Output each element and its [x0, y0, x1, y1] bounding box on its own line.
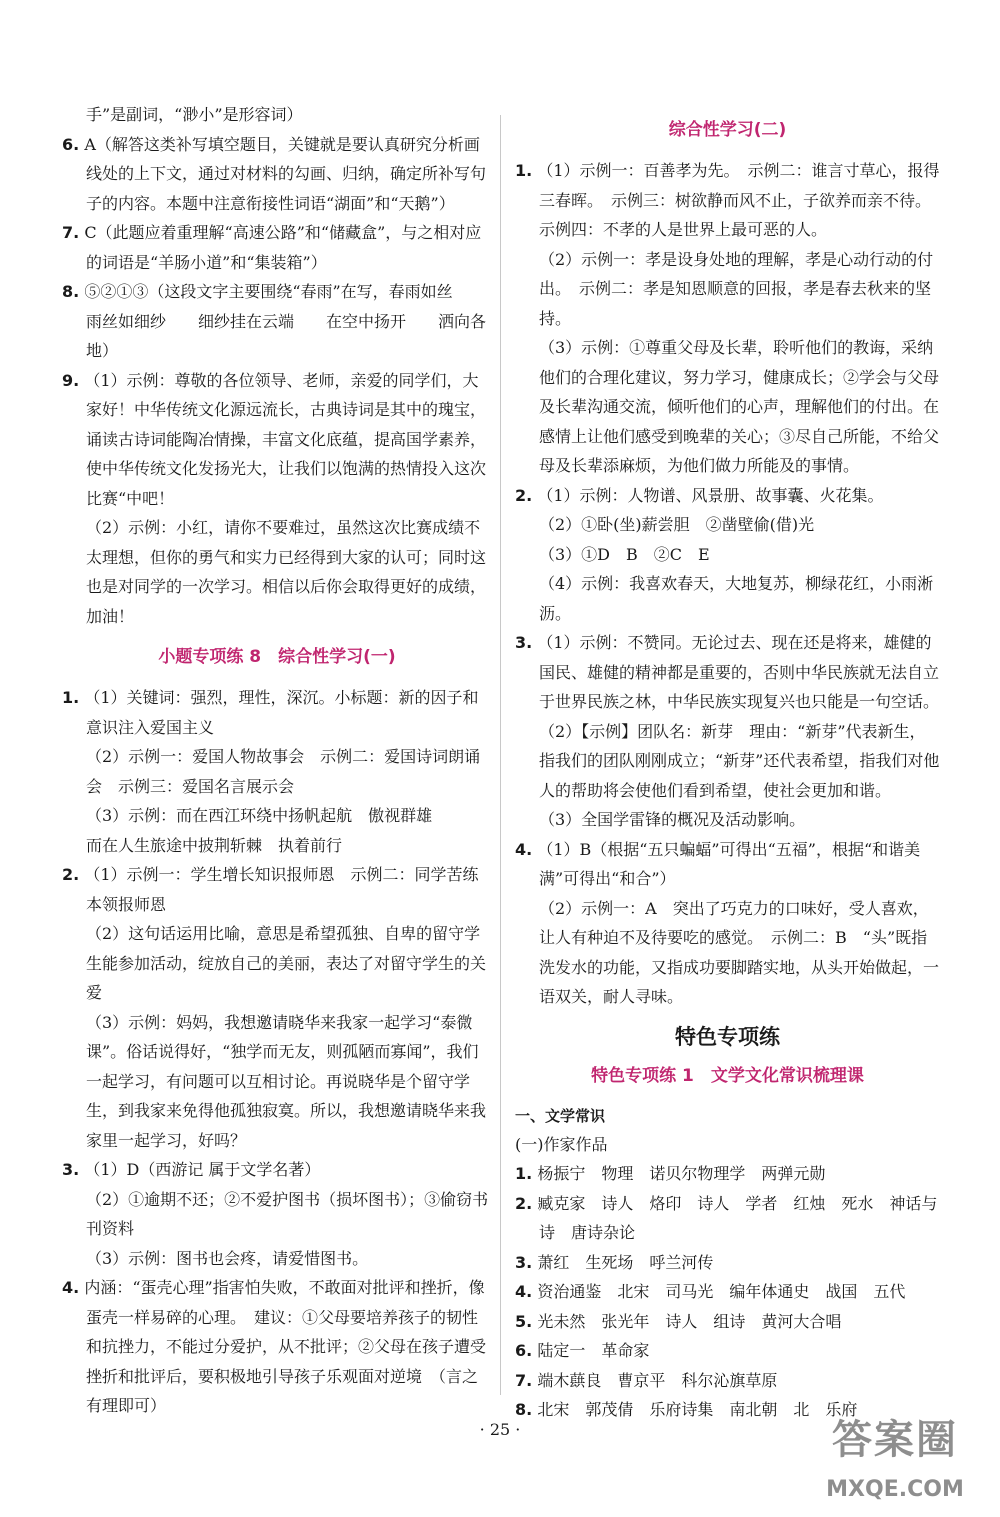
answer-number: 3. — [62, 1160, 80, 1179]
answer-number: 3. — [515, 633, 533, 652]
answer-text: （1）B（根据“五只蝙蝠”可得出“五福”，根据“和谐美满”可得出“和合”） — [537, 839, 921, 888]
watermark — [800, 1405, 990, 1510]
answer-8 — [62, 277, 492, 366]
comp2-answer-2 — [515, 481, 940, 511]
practice8-answer-1-part2: （2）示例一：爱国人物故事会 示例二：爱国诗词朗诵会 示例三：爱国名言展示会 — [86, 747, 481, 796]
list-item — [515, 1189, 940, 1248]
comp2-answer-4-part2: （2）示例一：A 突出了巧克力的口味好，受人喜欢，让人有种迫不及待要吃的感觉。 示例二：B “头”既指洗发水的功能，又指成功要脚踏实地，从头开始做起，一语双关，耐人寻味。 — [539, 898, 940, 1006]
answer-number: 5. — [515, 1311, 533, 1331]
answer-text: 端木蕻良 曹京平 科尔沁旗草原 — [537, 1370, 778, 1390]
practice8-answer-2-part3: （3）示例：妈妈，我想邀请晓华来我家一起学习“泰微课”。俗话说得好，“独学而无友，则孤陋而寡闻”，我们一起学习，有问题可以互相讨论。再说晓华是个留守学生，到我家来免得他孤独寂寞。所以，我想邀请晓华来我家里一起学习，好吗？ — [86, 1012, 487, 1150]
list-item — [515, 1159, 940, 1189]
left-column — [62, 100, 492, 1421]
answer-9-part2: （2）示例：小红，请你不要难过，虽然这次比赛成绩不太理想，但你的勇气和实力已经得到大家的认可；同时这也是对同学的一次学习。相信以后你会取得更好的成绩，加油！ — [86, 518, 487, 626]
answer-text: （1）D（西游记 属于文学名著） — [84, 1160, 321, 1179]
answer-text: 内涵：“蛋壳心理”指害怕失败，不敢面对批评和挫折，像蛋壳一样易碎的心理。 建议：①父母要培养孩子的韧性和抗挫力，不能过分爱护，从不批评；②父母在孩子遭受挫折和批评后，要积极地引导孩子乐观面对逆境 （言之有理即可） — [84, 1278, 487, 1415]
answer-text: （1）示例：人物谱、风景册、故事囊、火花集。 — [537, 485, 884, 505]
comp2-answer-3-part2: （2）【示例】团队名：新芽 理由：“新芽”代表新生，指我们的团队刚刚成立；“新芽”还代表希望，指我们对他人的帮助将会使他们看到希望，使社会更加和谐。 — [539, 721, 940, 800]
answer-text: ⑤②①③（这段文字主要围绕“春雨”在写，春雨如丝 雨丝如细纱 细纱挂在云端 在空中扬开 洒向各地） — [84, 282, 487, 360]
answer-text: 北宋 郭茂倩 乐府诗集 南北朝 北 乐府 — [537, 1400, 858, 1419]
answer-number: 7. — [515, 1370, 533, 1390]
feature-practice-1-title: 特色专项练 1 文学文化常识梳理课 — [591, 1065, 864, 1086]
answer-number: 7. — [62, 223, 80, 242]
comp2-answer-3-part3: （3）全国学雷锋的概况及活动影响。 — [539, 810, 806, 829]
comp2-answer-1-part3: （3）示例：①尊重父母及长辈，聆听他们的教诲，采纳他们的合理化建议，努力学习，健康成长；②学会与父母及长辈沟通交流，倾听他们的心声，理解他们的付出。在感情上让他们感受到晚辈的关心；③尽自己所能，不给父母及长辈添麻烦，为他们做力所能及的事情。 — [539, 338, 940, 475]
answer-text: （1）示例一：学生增长知识报师恩 示例二：同学苦练本领报师恩 — [84, 865, 479, 914]
answer-number: 4. — [515, 1282, 533, 1301]
right-column — [515, 100, 940, 1425]
practice8-answer-1-part3: （3）示例：而在西江环绕中扬帆起航 傲视群雄 — [86, 806, 433, 825]
list-item — [515, 1277, 940, 1307]
answer-number: 1. — [515, 1164, 533, 1183]
answer-text: 臧克家 诗人 烙印 诗人 学者 红烛 死水 神话与诗 唐诗杂论 — [537, 1193, 938, 1242]
page-number: · 25 · — [479, 1420, 521, 1439]
answer-number: 1. — [62, 688, 80, 707]
practice8-answer-3-part2: （2）①逾期不还；②不爱护图书（损坏图书）；③偷窃书刊资料 — [86, 1189, 489, 1238]
answer-text: 陆定一 革命家 — [537, 1341, 650, 1360]
comp2-answer-2-part4: （4）示例：我喜欢春天，大地复苏，柳绿花红，小雨淅沥。 — [539, 574, 934, 623]
answer-text: C（此题应着重理解“高速公路”和“储藏盒”，与之相对应的词语是“羊肠小道”和“集装箱”） — [84, 223, 482, 272]
comp2-answer-1 — [515, 156, 940, 245]
practice8-answer-2 — [62, 860, 492, 919]
answer-text: 萧红 生死场 呼兰河传 — [537, 1252, 714, 1272]
answer-6 — [62, 130, 492, 219]
answer-text: （1）示例：尊敬的各位领导、老师，亲爱的同学们，大家好！中华传统文化源远流长，古典诗词是其中的瑰宝，诵读古诗词能陶冶情操，丰富文化底蕴，提高国学素养，使中华传统文化发扬光大，让我们以饱满的热情投入这次比赛“中吧！ — [84, 370, 487, 508]
answer-number: 2. — [515, 485, 533, 505]
answer-number: 2. — [515, 1193, 533, 1213]
watermark-url: MXQE.COM — [826, 1477, 964, 1502]
authors-works-heading: (一)作家作品 — [515, 1134, 608, 1154]
list-item — [515, 1336, 940, 1366]
comp2-answer-2-part2: （2）①卧(坐)薪尝胆 ②凿壁偷(借)光 — [539, 515, 815, 534]
practice8-answer-1-part3b: 而在人生旅途中披荆斩棘 执着前行 — [86, 835, 343, 855]
comp2-answer-2-part3: （3）①D B ②C E — [539, 544, 710, 564]
answer-text: （1）示例一：百善孝为先。 示例二：谁言寸草心，报得三春晖。 示例三：树欲静而风不止，子欲养而亲不待。 示例四：不孝的人是世界上最可恶的人。 — [537, 161, 940, 239]
literature-knowledge-heading: 一、文学常识 — [515, 1106, 606, 1125]
answer-text: 资治通鉴 北宋 司马光 编年体通史 战国 五代 — [537, 1282, 906, 1301]
list-item — [515, 1366, 940, 1396]
answer-text: （1）关键词：强烈，理性，深沉。小标题：新的因子和意识注入爱国主义 — [84, 688, 479, 737]
comp2-answer-4 — [515, 835, 940, 894]
feature-practice-title: 特色专项练 — [675, 1023, 780, 1049]
answer-number: 8. — [62, 282, 80, 301]
answer-number: 9. — [62, 370, 80, 390]
answer-number: 6. — [515, 1341, 533, 1360]
practice8-answer-1 — [62, 683, 492, 742]
answer-number: 3. — [515, 1252, 533, 1272]
answer-number: 8. — [515, 1400, 533, 1419]
answer-number: 6. — [62, 134, 80, 154]
list-item — [515, 1307, 940, 1337]
section-title-comprehensive-2: 综合性学习(二) — [668, 120, 787, 140]
column-divider — [500, 115, 501, 1395]
answer-continuation: 手”是副词，“渺小”是形容词） — [86, 105, 303, 124]
answer-number: 1. — [515, 161, 533, 180]
answer-number: 2. — [62, 865, 80, 884]
watermark-logo: 答案圈 — [832, 1417, 958, 1463]
authors-works-list — [515, 1159, 940, 1425]
answer-number: 4. — [62, 1278, 80, 1297]
answer-7 — [62, 218, 492, 277]
practice8-answer-3-part3: （3）示例：图书也会疼，请爱惜图书。 — [86, 1248, 369, 1268]
practice8-answer-3 — [62, 1155, 492, 1185]
answer-text: A（解答这类补写填空题目，关键就是要认真研究分析画线处的上下文，通过对材料的勾画、归纳，确定所补写句子的内容。本题中注意衔接性词语“湖面”和“天鹅”） — [84, 134, 487, 213]
practice8-answer-4 — [62, 1273, 492, 1421]
practice8-answer-2-part2: （2）这句话运用比喻，意思是希望孤独、自卑的留守学生能参加活动，绽放自己的美丽，表达了对留守学生的关爱 — [86, 924, 487, 1002]
answer-number: 4. — [515, 839, 533, 859]
comp2-answer-1-part2: （2）示例一：孝是设身处地的理解，孝是心动行动的付出。 示例二：孝是知恩顺意的回报，孝是春去秋来的坚持。 — [539, 249, 934, 328]
answer-9 — [62, 366, 492, 514]
answer-text: （1）示例：不赞同。无论过去、现在还是将来，雄健的国民、雄健的精神都是重要的，否则中华民族就无法自立于世界民族之林，中华民族实现复兴也只能是一句空话。 — [537, 633, 940, 711]
list-item — [515, 1248, 940, 1278]
answer-text: 光未然 张光年 诗人 组诗 黄河大合唱 — [537, 1311, 842, 1331]
answer-text: 杨振宁 物理 诺贝尔物理学 两弹元勋 — [537, 1164, 826, 1183]
section-title-practice-8: 小题专项练 8 综合性学习(一) — [158, 647, 396, 667]
comp2-answer-3 — [515, 628, 940, 717]
